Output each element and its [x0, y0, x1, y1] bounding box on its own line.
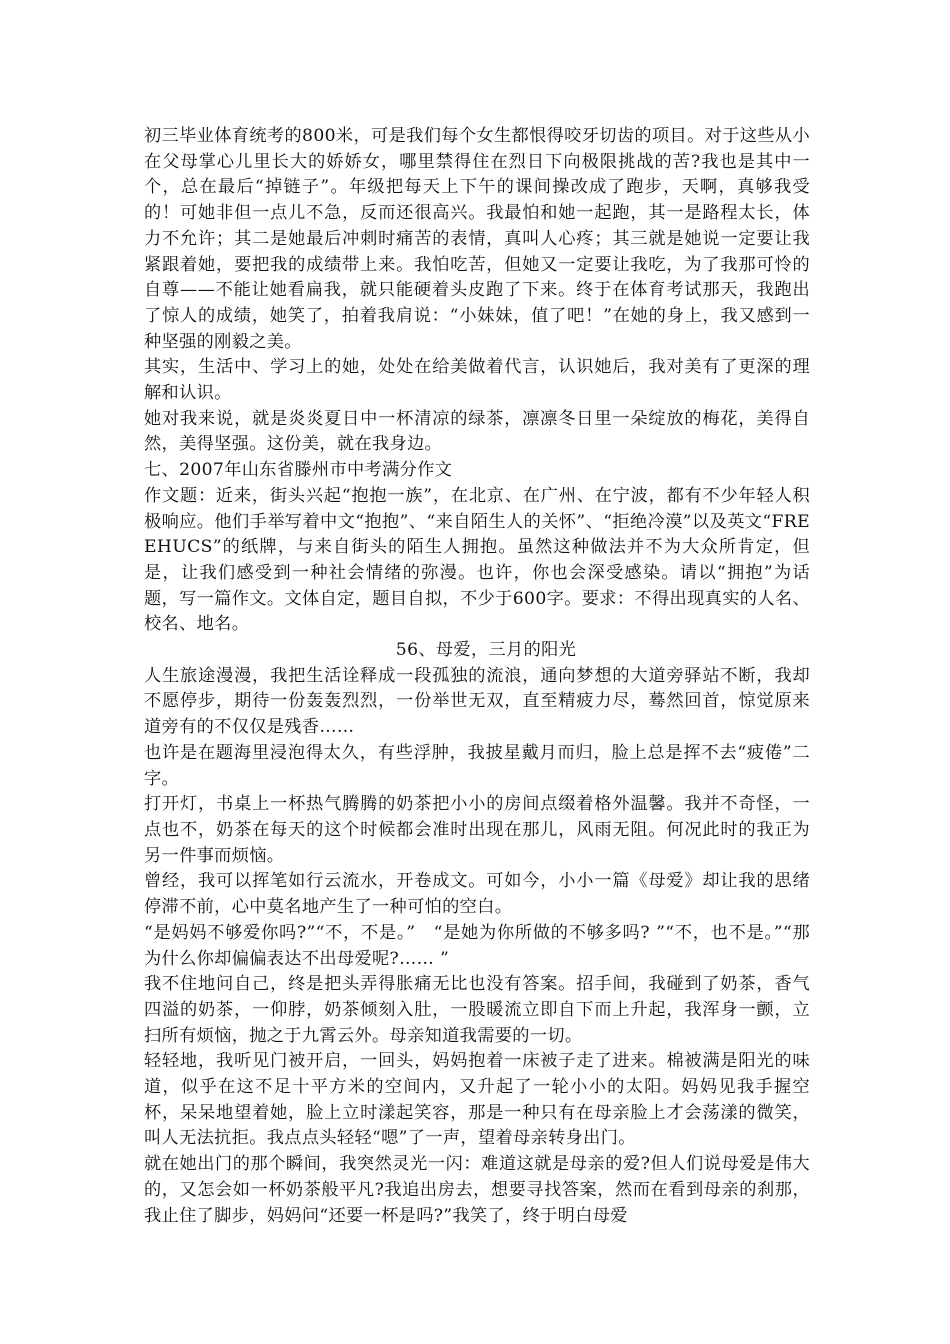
essay-paragraph-8: 就在她出门的那个瞬间，我突然灵光一闪：难道这就是母亲的爱?但人们说母爱是伟大的，又怎会如一杯奶茶般平凡?我追出房去，想要寻找答案，然而在看到母亲的刹那，我止住了脚步，妈妈问“还要一杯是吗?”我笑了，终于明白母爱 [144, 1154, 810, 1226]
essay-paragraph-3: 打开灯，书桌上一杯热气腾腾的奶茶把小小的房间点缀着格外温馨。我并不奇怪，一点也不，奶茶在每天的这个时候都会准时出现在那儿，风雨无阻。何况此时的我正为另一件事而烦恼。 [144, 794, 810, 866]
essay-paragraph-4: 曾经，我可以挥笔如行云流水，开卷成文。可如今，小小一篇《母爱》却让我的思绪停滞不前，心中莫名地产生了一种可怕的空白。 [144, 871, 810, 918]
essay-prompt: 作文题：近来，街头兴起“抱抱一族”，在北京、在广州、在宁波，都有不少年轻人积极响应。他们手举写着中文“抱抱”、“来自陌生人的关怀”、“拒绝冷漠”以及英文“FREEHUCS”的纸牌，与来自街头的陌生人拥抱。虽然这种做法并不为大众所肯定，但是，让我们感受到一种社会情绪的弥漫。也许，你也会深受感染。请以“拥抱”为话题，写一篇作文。文体自定，题目自拟，不少于600字。要求：不得出现真实的人名、校名、地名。 [144, 485, 810, 635]
essay-title: 56、母爱，三月的阳光 [395, 640, 577, 661]
essay-paragraph-1: 人生旅途漫漫，我把生活诠释成一段孤独的流浪，通向梦想的大道旁驿站不断，我却不愿停步，期待一份轰轰烈烈，一份举世无双，直至精疲力尽，蓦然回首，惊觉原来道旁有的不仅仅是残香…… [144, 665, 810, 738]
essay-paragraph-5: “是妈妈不够爱你吗?”“不，不是。” “是她为你所做的不够多吗? ”“不，也不是。”“那为什么你却偏偏表达不出母爱呢?…… ” [144, 922, 810, 969]
document-page [144, 124, 810, 1229]
essay-paragraph-7: 轻轻地，我听见门被开启，一回头，妈妈抱着一床被子走了进来。棉被满是阳光的味道，似乎在这不足十平方米的空间内，又升起了一轮小小的太阳。妈妈见我手握空杯，呆呆地望着她，脸上立时漾起笑容，那是一种只有在母亲脸上才会荡漾的微笑，叫人无法抗拒。我点点头轻轻“嗯”了一声，望着母亲转身出门。 [144, 1051, 810, 1149]
essay-paragraph-2: 也许是在题海里浸泡得太久，有些浮肿，我披星戴月而归，脸上总是挥不去“疲倦”二字。 [144, 742, 810, 789]
section-heading: 七、2007年山东省滕州市中考满分作文 [144, 460, 453, 481]
paragraph-beauty-understanding: 其实，生活中、学习上的她，处处在给美做着代言，认识她后，我对美有了更深的理解和认识。 [144, 357, 810, 404]
paragraph-green-tea-plum: 她对我来说，就是炎炎夏日中一杯清凉的绿茶，凛凛冬日里一朵绽放的梅花，美得自然，美得坚强。这份美，就在我身边。 [144, 408, 810, 455]
essay-paragraph-6: 我不住地问自己，终是把头弄得胀痛无比也没有答案。招手间，我碰到了奶茶，香气四溢的奶茶，一仰脖，奶茶倾刻入肚，一股暖流立即自下而上升起，我浑身一颤，立扫所有烦恼，抛之于九霄云外。母亲知道我需要的一切。 [144, 974, 810, 1046]
paragraph-800m-race: 初三毕业体育统考的800米，可是我们每个女生都恨得咬牙切齿的项目。对于这些从小在父母掌心儿里长大的娇娇女，哪里禁得住在烈日下向极限挑战的苦?我也是其中一个，总在最后“掉链子”。年级把每天上下午的课间操改成了跑步，天啊，真够我受的！可她非但一点儿不急，反而还很高兴。我最怕和她一起跑，其一是路程太长，体力不允许；其二是她最后冲刺时痛苦的表情，真叫人心疼；其三就是她说一定要让我紧跟着她，要把我的成绩带上来。我怕吃苦，但她又一定要让我吃，为了我那可怜的自尊——不能让她看扁我，就只能硬着头皮跑了下来。终于在体育考试那天，我跑出了惊人的成绩，她笑了，拍着我肩说：“小妹妹，值了吧！”在她的身上，我又感到一种坚强的刚毅之美。 [144, 126, 810, 352]
